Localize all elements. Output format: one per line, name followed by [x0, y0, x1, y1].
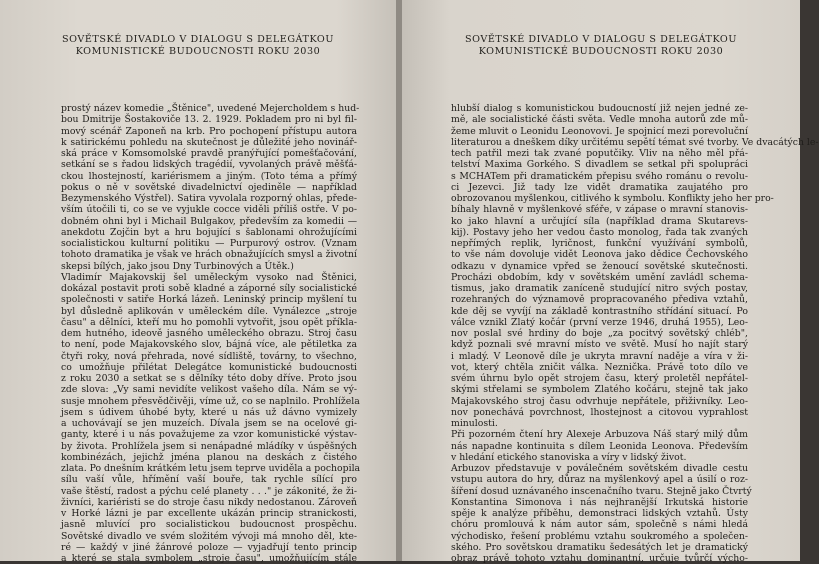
text-line: východisko, řešení problému vztahu soukromého a společen-: [451, 530, 748, 542]
text-line: Sovětské divadlo ve svém složitém vývoji má mnoho děl, kte-: [61, 530, 357, 542]
header-line: SOVĚTSKÉ DIVADLO V DIALOGU S DELEGÁTKOU: [465, 34, 737, 45]
text-line: ganty, které i u nás považujeme za vzor komunistické výstav-: [61, 429, 357, 441]
text-line: jsem s údivem úhobé byty, které u nás už dávno vymizely: [61, 406, 357, 418]
text-line: byl důsledně aplikován v uměleckém díle. Vynálezce „stroje: [61, 305, 357, 317]
text-line: prostý název komedie „Štěnice", uvedené Mejercholdem s hud-: [61, 103, 360, 114]
text-line: v hledání etického stanoviska a víry v lidský život.: [451, 451, 687, 463]
text-line: šíření dosud uznávaného inscenačního tvaru. Stejně jako Čtvrtý: [451, 485, 752, 497]
text-line: rozehraných do významově propracovaného předivа vztahů,: [451, 294, 748, 306]
text-line: zde slova: „Vy sami nevidíte velikost vašeho díla. Nám se vý-: [61, 384, 357, 396]
text-line: dobném ohni byl i Michail Bulgakov, především za komedii —: [61, 215, 357, 227]
text-line: vším útočili ti, co se ve vyjukle cocce viděli příliš ostře. V po-: [61, 204, 357, 216]
text-line: to není, pode Majakovského slov, bájná více, ale pětiletka za: [61, 339, 357, 351]
text-line: vot, který chtěla zničit válka. Neznička. Právě toto dílo ve: [451, 361, 748, 373]
header-line: SOVĚTSKÉ DIVADLO V DIALOGU S DELEGÁTKOU: [62, 34, 334, 45]
text-line: nepřímých replik, lyričnost, funkční využívání symbolů,: [451, 238, 748, 249]
text-line: zlata. Po dnešním krátkém letu jsem teprve uviděla a pochopila: [61, 463, 361, 474]
text-line: s MCHATem při dramatickém přepisu svého románu o revolu-: [451, 170, 748, 182]
text-line: pokus o ně v sovětské divadelnictví ojediněle — například: [61, 181, 357, 193]
text-line: svém úhrnu bylo opět strojem času, který proletěl nepřátel-: [451, 373, 748, 384]
text-line: a které se stala symbolem „stroje času", umožňujícím stále: [61, 553, 357, 564]
text-line: vaše štěstí, radost a pýchu celé planety . . ." je zákonité, že ži-: [61, 485, 357, 497]
text-line: nov poslal své hrdiny do boje „za pocitvý sovětský chléb",: [451, 328, 748, 339]
right-page: [402, 0, 819, 564]
text-line: jasně mluvící pro socialistickou budoucnost prospěchu.: [61, 519, 357, 531]
text-line: bíhaly hlavně v myšlenkové sféře, v zápase o mravní stanovis-: [451, 204, 748, 216]
text-line: ré — každý v jiné žánrové poloze — vyjadřují tento princip: [61, 541, 357, 553]
text-line: Arbuzov představuje v poválečném sovětském divadle cestu: [451, 463, 748, 474]
text-line: čtyři roky, nová přehrada, nové sídliště, továrny, to všechno,: [61, 350, 357, 362]
text-line: kij). Postavy jeho her vedou často monolog, řada tak zvaných: [451, 226, 748, 238]
text-line: času" a dělníci, kteří mu ho pomohli vytvořit, jsou opět příkla-: [61, 316, 357, 328]
body-text: [61, 103, 361, 564]
text-line: Majakovského stroj času odvrhuje nepřátele, přiživníky. Leo-: [451, 395, 748, 407]
text-line: sílu vaší vůle, hřímění vaší bouře, tak rychle sílící pro: [61, 474, 357, 486]
text-line: ko jako hlavní a určující síla (například drama Skutarevs-: [451, 215, 748, 227]
text-line: a uchovávají se jen muzeích. Dívala jsem se na ocelové gi-: [61, 418, 357, 429]
text-line: tismus, jako dramatik zaníceně studující nitro svých postav,: [451, 283, 748, 294]
text-line: vstupu autora do hry, důraz na myšlenkový apel a úsilí o roz-: [451, 474, 748, 486]
text-line: setkání se s řadou lidských tragédií, vyvolaných právě měšťá-: [61, 159, 357, 171]
text-line: skepsi bílých, jako jsou Dny Turbinových a Útěk.): [61, 260, 294, 272]
text-line: společnosti v satiře Horká lázeň. Leninský princip myšlení tu: [61, 294, 357, 306]
text-line: spěje k analýze příběhu, demonstraci lidských vztahů. Ústy: [451, 508, 748, 519]
text-line: k satirickému pohledu na skutečnost je důležité jeho novinář-: [61, 136, 357, 148]
text-line: z roku 2030 a setkat se s dělníky této doby dříve. Proto jsou: [61, 373, 357, 384]
text-line: mový scénář Zaponeň na krb. Pro pochopení přístupu autora: [61, 125, 357, 137]
text-line: když poznali své mravní místo ve světě. Musí ho najít starý: [451, 339, 748, 351]
text-line: to vše nám dovoluje vidět Leonova jako dědice Čechovského: [451, 249, 748, 261]
left-page: [0, 0, 396, 564]
text-line: chóru promlouvá k nám autor sám, společně s námi hledá: [451, 519, 748, 531]
text-line: nás napadne kontinuita s dílem Leonida Leonova. Především: [451, 440, 748, 452]
text-line: telství Maxima Gorkého. S divadlem se setkal při spolupráci: [451, 159, 748, 171]
running-header: [402, 34, 800, 57]
text-line: Konstantina Simonova i nás nejhranější Irkutská historie: [451, 496, 748, 508]
header-line: KOMUNISTICKÉ BUDOUCNOSTI ROKU 2030: [75, 45, 321, 57]
text-line: Procházi obdobím, kdy v sovětském umění zavládl schema-: [451, 271, 748, 283]
text-line: ckou lhostejností, kariérismem a jiným. (Toto téma a přímý: [61, 170, 357, 182]
text-line: susje mnohem přesvědčivěji, víme už, co se naplnilo. Prohlížela: [61, 395, 360, 407]
text-line: žeme mluvit o Leonidu Leonovovi. Je spojnicí mezi porevoluční: [451, 125, 748, 137]
text-line: ského. Pro sovětskou dramatiku šedesátých let je dramatický: [451, 541, 748, 553]
text-line: bou Dmitrije Šostakoviče 13. 2. 1929. Pokladem pro ni byl fil-: [61, 114, 357, 126]
text-line: Při pozorném čtení hry Alexeje Arbuzova Náš starý milý dům: [451, 429, 748, 441]
text-line: dokázal postavit proti sobě kladné a záporné síly socialistické: [61, 283, 357, 294]
text-line: kde děj se vyvíjí na základě kontrastního střídání situací. Po: [451, 305, 748, 317]
text-line: ská práce v Komsomolské pravdě pranýřující pomešťačování,: [61, 148, 357, 159]
text-line: socialistickou kulturní politiku — Purpurový ostrov. (Vznam: [61, 238, 357, 249]
text-line: kombinézách, jejichž jména planou na deskách z čistého: [61, 451, 357, 463]
text-line: obrozovanou myšlenkou, citlivého k symbolu. Konflikty jeho her pro-: [451, 193, 774, 204]
text-line: mě, ale socialistické části světa. Vedle mnoha autorů zde mů-: [451, 114, 748, 126]
text-line: odkazu v dynamice vpřed se ženoucí sovětské skutečnosti.: [451, 260, 748, 272]
text-line: minulosti.: [451, 418, 498, 429]
text-line: by života. Prohlížela jsem si nenápadné mládíky v úspěšných: [61, 440, 357, 452]
text-line: tohoto dramatika je však ve hrách obnažujících smysl a životní: [61, 249, 357, 261]
text-line: co umožňuje přilétat Delegátce komunistické budoucnosti: [61, 361, 357, 373]
text-line: dem hutného, ideově jasného uměleckého obrazu. Stroj času: [61, 328, 357, 339]
header-line: KOMUNISTICKÉ BUDOUCNOSTI ROKU 2030: [478, 45, 724, 57]
text-line: Bezymenského Výstřel). Satira vyvolala rozporný ohlas, přede-: [61, 193, 357, 204]
text-line: nov ponechává povrchnost, lhostejnost a citovou vyprahlost: [451, 406, 748, 418]
text-line: anekdotu Zojčin byt a hru bojující s šablonami ohrožujícími: [61, 226, 357, 238]
text-line: skými střelami se symbolem Zlatého kočáru, stejně tak jako: [451, 384, 748, 396]
text-line: i mladý. V Leonově díle je ukryta mravní naděje a víra v ži-: [451, 350, 748, 362]
text-line: tech patřil mezi tak zvané poputčiky. Vliv na něho měl přá-: [451, 148, 748, 159]
text-line: v Horké lázni je par excellente ukázán princip stranickosti,: [61, 508, 357, 519]
text-line: válce vznikl Zlatý kočár (první verze 1946, druhá 1955), Leo-: [451, 316, 748, 328]
text-line: hlubší dialog s komunistickou budoucností již nejen jedné ze-: [451, 103, 748, 114]
body-text: [451, 103, 819, 564]
text-line: živníci, kariéristi se do stroje času nikdy nedostanou. Zároveň: [61, 496, 357, 508]
text-line: ci Jezevci. Již tady lze vidět dramatika zaujatého pro: [451, 181, 748, 193]
text-line: Vladimír Majakovskij šel uměleckým vysoko nad Štěnici,: [61, 271, 357, 283]
text-line: literaturou a dneškem díky určitému sepětí témat své tvorby. Ve dvacátých le-: [451, 136, 819, 148]
running-header: [0, 34, 396, 57]
text-line: obraz právě tohoto vztahu dominantní, určuje tvůrčí výcho-: [451, 553, 748, 564]
